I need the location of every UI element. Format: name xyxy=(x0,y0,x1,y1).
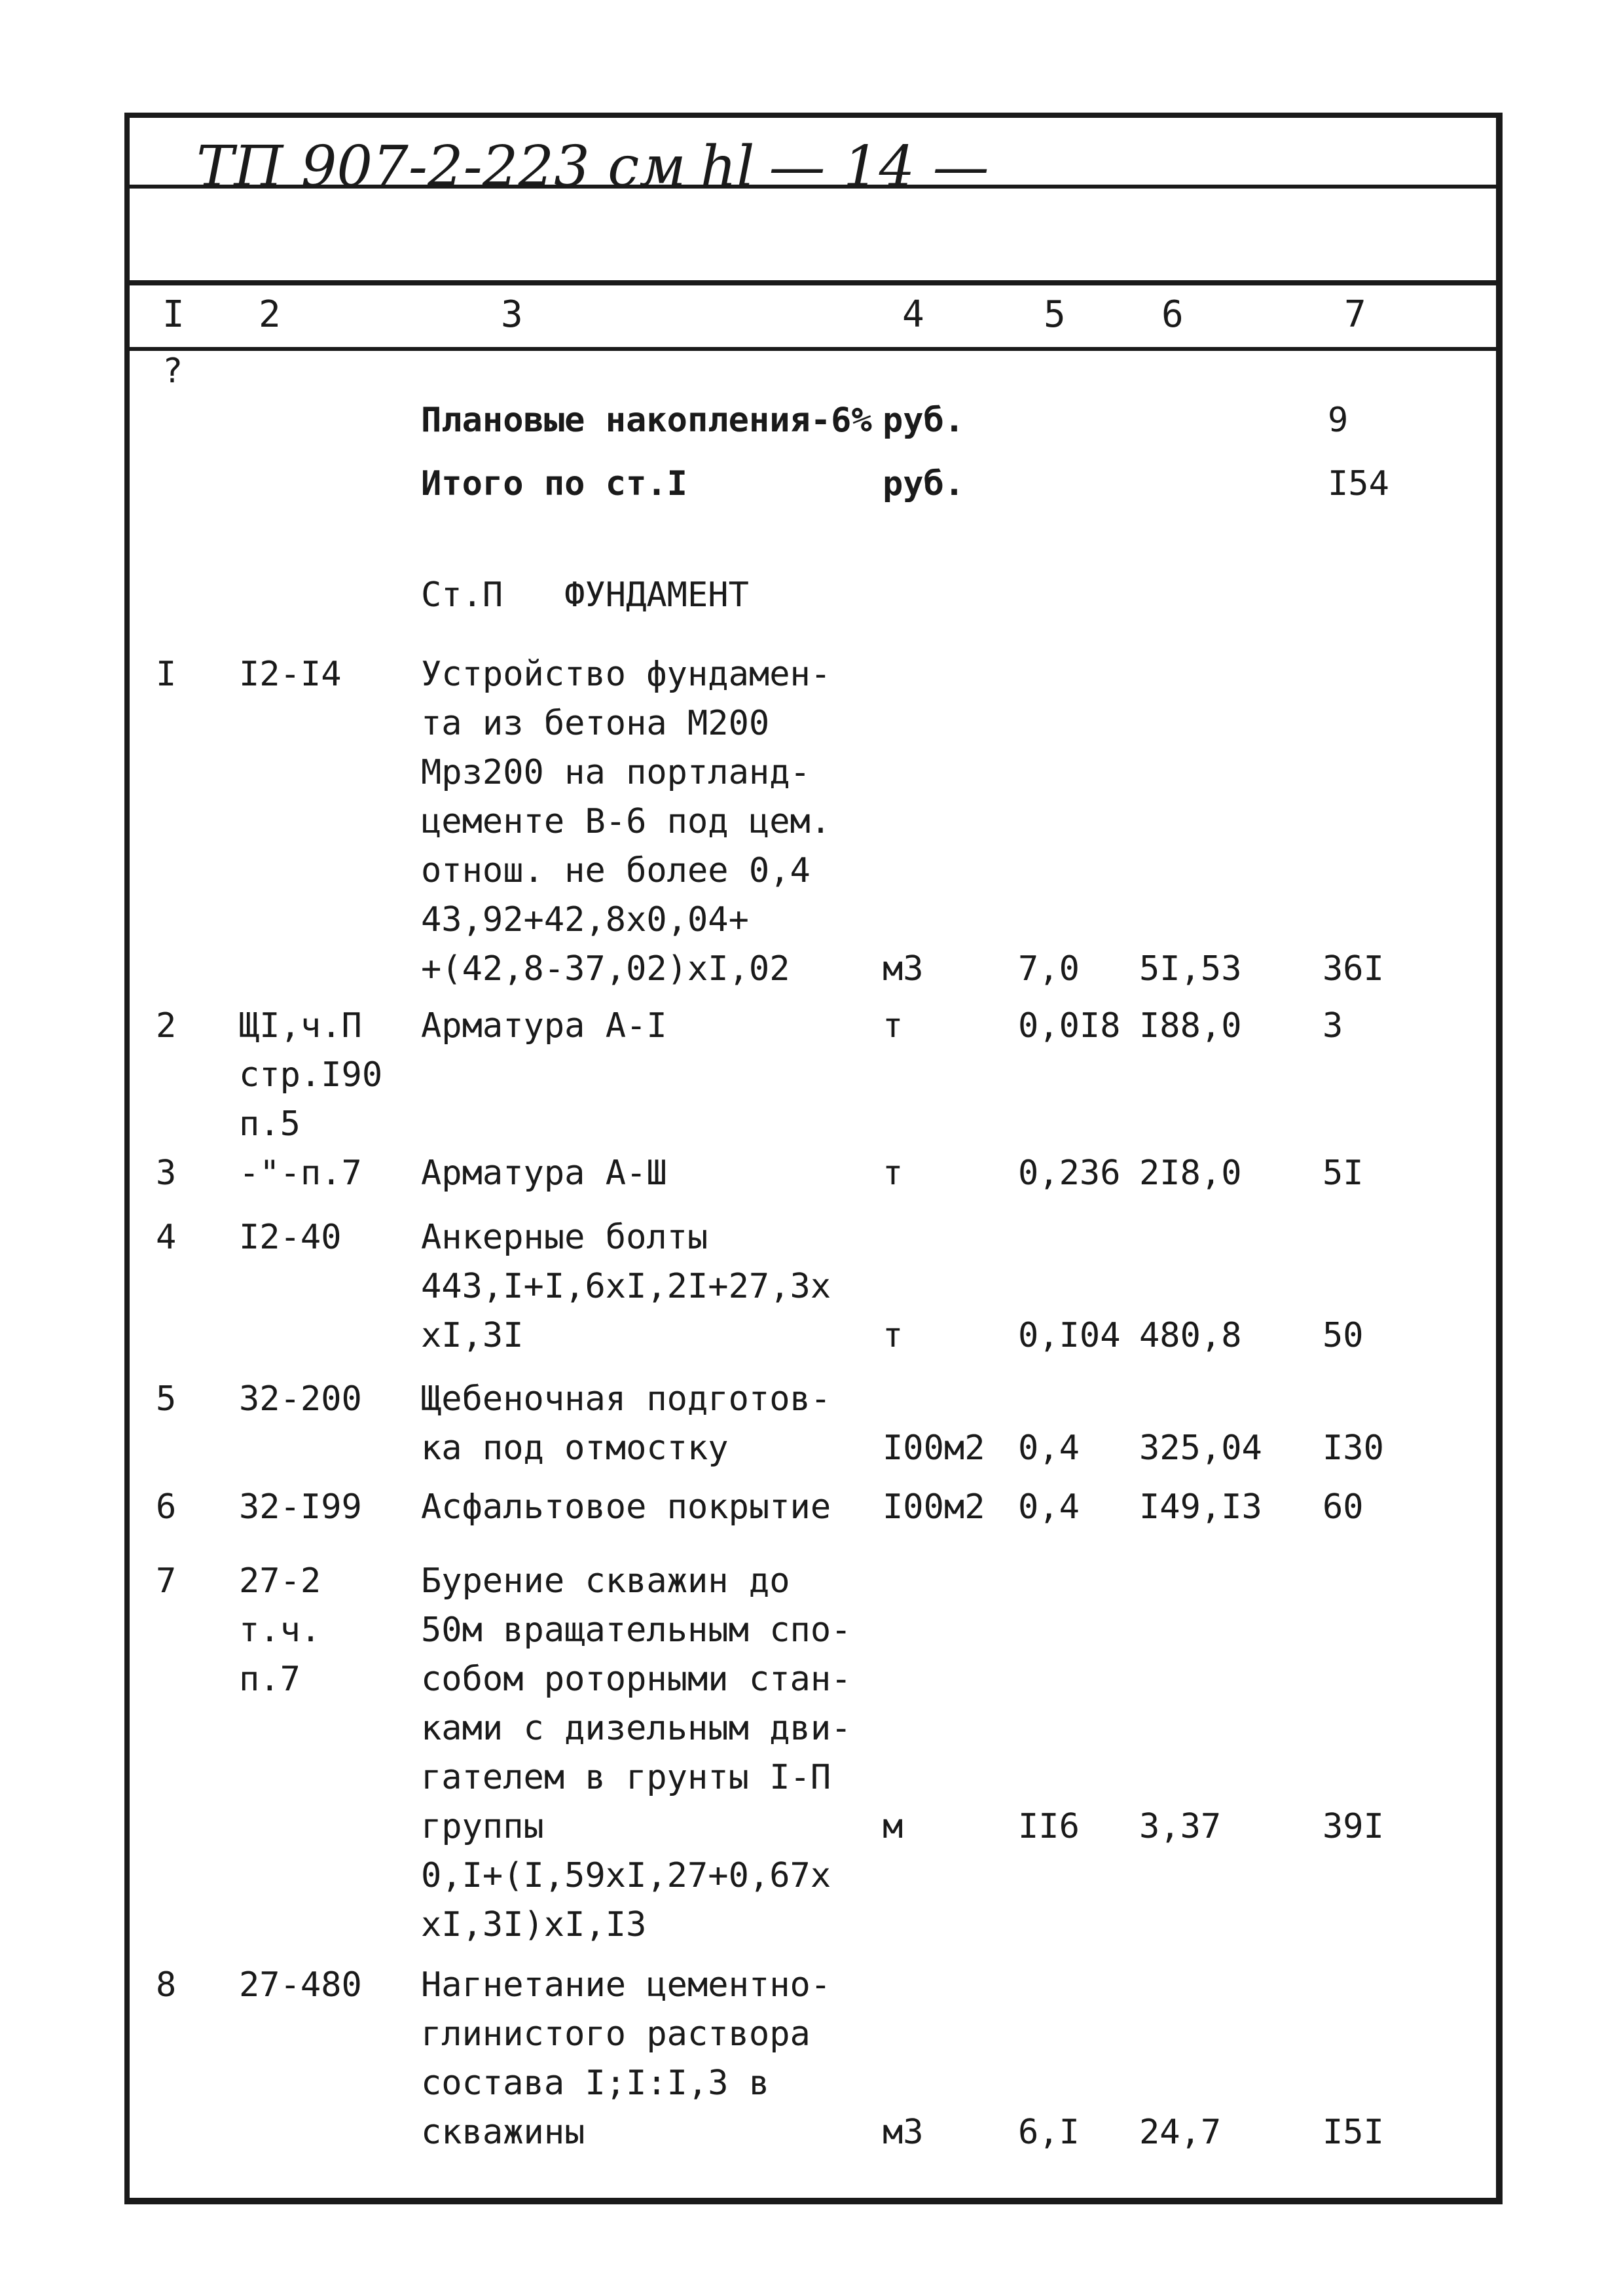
row-price: I49,I3 xyxy=(1139,1487,1262,1527)
row-description: xI,3I)xI,I3 xyxy=(421,1905,647,1944)
row-description: Мрз200 на портланд- xyxy=(421,753,811,792)
row-description: Бурение скважин до xyxy=(421,1561,790,1601)
continuation-mark: ? xyxy=(162,352,183,391)
document-stamp xyxy=(196,134,1004,200)
row-quantity: 0,236 xyxy=(1018,1154,1121,1193)
row-quantity: 0,0I8 xyxy=(1018,1006,1121,1046)
column-header-7: 7 xyxy=(1344,293,1366,336)
row-price: 3,37 xyxy=(1139,1807,1222,1846)
row-quantity: 0,4 xyxy=(1018,1429,1080,1468)
column-header-4: 4 xyxy=(902,293,924,336)
row-description: Нагнетание цементно- xyxy=(421,1965,831,2005)
row-description: Арматура А-I xyxy=(421,1006,667,1046)
row-total: 36I xyxy=(1322,949,1384,989)
column-header-1: I xyxy=(162,293,185,336)
column-header-5: 5 xyxy=(1044,293,1066,336)
row-code: п.7 xyxy=(239,1660,301,1699)
row-quantity: 0,I04 xyxy=(1018,1316,1121,1355)
row-unit: м3 xyxy=(883,949,924,989)
row-description: Арматура А-Ш xyxy=(421,1154,667,1193)
row-price: 5I,53 xyxy=(1139,949,1242,989)
row-unit: м xyxy=(883,1807,903,1846)
row-number: 4 xyxy=(156,1218,177,1257)
row-total: 60 xyxy=(1322,1487,1364,1527)
summary-label: Плановые накопления-6% xyxy=(421,401,872,440)
doc-code-suffix: hl xyxy=(700,134,755,200)
page-number: — 14 — xyxy=(769,134,989,200)
row-price: I88,0 xyxy=(1139,1006,1242,1046)
row-price: 24,7 xyxy=(1139,2113,1222,2152)
section-title: Ст.П ФУНДАМЕНТ xyxy=(421,575,749,615)
row-code: I2-I4 xyxy=(239,655,342,694)
row-description: 0,I+(I,59xI,27+0,67x xyxy=(421,1856,831,1895)
row-number: I xyxy=(156,655,177,694)
row-total: 5I xyxy=(1322,1154,1364,1193)
row-code: I2-40 xyxy=(239,1218,342,1257)
row-unit: т xyxy=(883,1154,903,1193)
row-code: п.5 xyxy=(239,1104,301,1144)
row-description: ками с дизельным дви- xyxy=(421,1709,852,1748)
summary-unit: руб. xyxy=(883,464,965,503)
row-code: стр.I90 xyxy=(239,1055,383,1095)
row-number: 7 xyxy=(156,1561,177,1601)
row-description: 50м вращательным спо- xyxy=(421,1611,852,1650)
row-description: отнош. не более 0,4 xyxy=(421,851,811,890)
row-description: +(42,8-37,02)xI,02 xyxy=(421,949,790,989)
row-description: скважины xyxy=(421,2113,585,2152)
row-quantity: 0,4 xyxy=(1018,1487,1080,1527)
row-unit: м3 xyxy=(883,2113,924,2152)
row-price: 325,04 xyxy=(1139,1429,1262,1468)
row-code: ЩI,ч.П xyxy=(239,1006,362,1046)
row-description: цементе В-6 под цем. xyxy=(421,802,831,841)
row-price: 480,8 xyxy=(1139,1316,1242,1355)
row-total: I30 xyxy=(1322,1429,1384,1468)
row-code: т.ч. xyxy=(239,1611,321,1650)
row-description: xI,3I xyxy=(421,1316,524,1355)
row-quantity: II6 xyxy=(1018,1807,1080,1846)
column-header-3: 3 xyxy=(501,293,523,336)
rule-header-top xyxy=(124,280,1503,285)
row-description: ка под отмостку xyxy=(421,1429,729,1468)
row-code: 27-480 xyxy=(239,1965,362,2005)
doc-code: ТП 907-2-223 см xyxy=(196,134,686,200)
row-description: Асфальтовое покрытие xyxy=(421,1487,831,1527)
row-number: 3 xyxy=(156,1154,177,1193)
row-quantity: 6,I xyxy=(1018,2113,1080,2152)
row-total: 50 xyxy=(1322,1316,1364,1355)
row-quantity: 7,0 xyxy=(1018,949,1080,989)
row-code: -"-п.7 xyxy=(239,1154,362,1193)
row-description: та из бетона М200 xyxy=(421,704,770,743)
row-number: 8 xyxy=(156,1965,177,2005)
row-description: 443,I+I,6xI,2I+27,3x xyxy=(421,1267,831,1306)
summary-unit: руб. xyxy=(883,401,965,440)
row-unit: т xyxy=(883,1316,903,1355)
row-description: Щебеночная подготов- xyxy=(421,1379,831,1419)
row-total: 3 xyxy=(1322,1006,1343,1046)
summary-total: I54 xyxy=(1328,464,1389,503)
summary-total: 9 xyxy=(1328,401,1349,440)
row-description: Анкерные болты xyxy=(421,1218,708,1257)
row-description: собом роторными стан- xyxy=(421,1660,852,1699)
row-description: 43,92+42,8x0,04+ xyxy=(421,900,749,939)
row-total: 39I xyxy=(1322,1807,1384,1846)
summary-label: Итого по ст.I xyxy=(421,464,687,503)
row-description: Устройство фундамен- xyxy=(421,655,831,694)
row-description: гателем в грунты I-П xyxy=(421,1758,831,1797)
row-description: группы xyxy=(421,1807,544,1846)
row-number: 2 xyxy=(156,1006,177,1046)
row-code: 27-2 xyxy=(239,1561,321,1601)
column-header-6: 6 xyxy=(1161,293,1184,336)
row-description: состава I;I:I,3 в xyxy=(421,2064,770,2103)
row-total: I5I xyxy=(1322,2113,1384,2152)
row-description: глинистого раствора xyxy=(421,2014,811,2054)
row-unit: I00м2 xyxy=(883,1429,985,1468)
row-unit: I00м2 xyxy=(883,1487,985,1527)
rule-header-bottom xyxy=(124,347,1503,351)
row-code: 32-200 xyxy=(239,1379,362,1419)
row-number: 6 xyxy=(156,1487,177,1527)
row-code: 32-I99 xyxy=(239,1487,362,1527)
row-unit: т xyxy=(883,1006,903,1046)
row-number: 5 xyxy=(156,1379,177,1419)
column-header-2: 2 xyxy=(259,293,281,336)
row-price: 2I8,0 xyxy=(1139,1154,1242,1193)
